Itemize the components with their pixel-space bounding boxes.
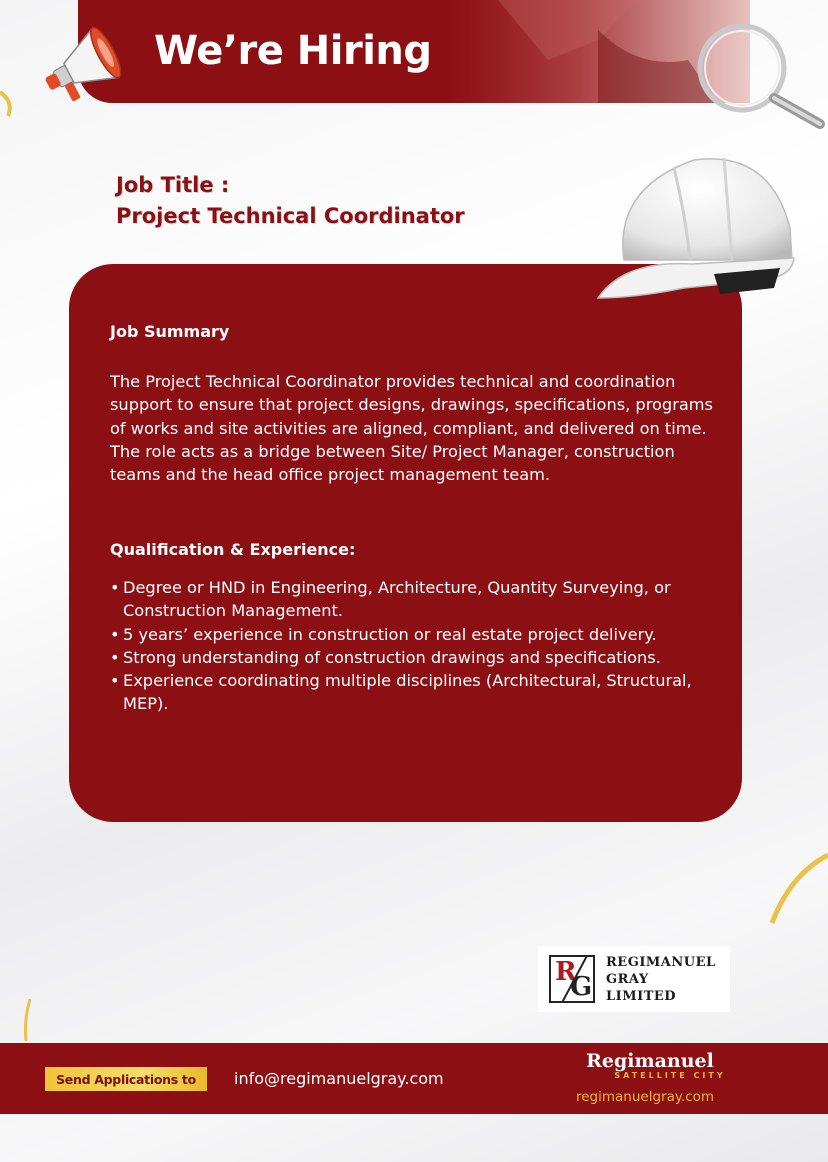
brand-subtitle: SATELLITE CITY bbox=[614, 1071, 726, 1080]
website-link[interactable]: regimanuelgray.com bbox=[576, 1089, 715, 1105]
qualification-item: • 5 years’ experience in construction or real estate project delivery. bbox=[110, 623, 720, 646]
company-logo-mark: R G bbox=[549, 955, 595, 1003]
qualifications-heading: Qualification & Experience: bbox=[110, 540, 356, 559]
page-title: We’re Hiring bbox=[154, 28, 432, 74]
brand-logo bbox=[560, 1051, 740, 1081]
job-title-block bbox=[116, 170, 465, 232]
brand-name: Regimanuel bbox=[586, 1050, 714, 1072]
job-title-label: Job Title : bbox=[116, 173, 230, 197]
hard-hat-icon bbox=[594, 148, 800, 312]
gold-ribbon-right bbox=[760, 845, 828, 935]
qualification-item: • Experience coordinating multiple disciplines (Architectural, Structural, MEP). bbox=[110, 669, 720, 716]
company-logo-text bbox=[606, 954, 716, 1005]
job-details-card bbox=[69, 264, 742, 822]
summary-heading: Job Summary bbox=[110, 322, 230, 341]
email-link[interactable]: info@regimanuelgray.com bbox=[234, 1069, 444, 1088]
company-logo-line: GRAY bbox=[606, 972, 649, 987]
magnifier-icon bbox=[694, 20, 828, 132]
qualification-item: • Degree or HND in Engineering, Architecture, Quantity Surveying, or Construction Management. bbox=[110, 576, 720, 623]
gold-ribbon-bottom bbox=[14, 995, 44, 1045]
company-logo bbox=[538, 946, 730, 1012]
qualification-item: • Strong understanding of construction drawings and specifications. bbox=[110, 646, 720, 669]
job-title-value: Project Technical Coordinator bbox=[116, 204, 465, 228]
company-logo-line: LIMITED bbox=[606, 989, 677, 1004]
company-logo-line: REGIMANUEL bbox=[606, 955, 716, 970]
summary-text: The Project Technical Coordinator provides technical and coordination support to ensure that project designs, drawings, specifications, programs of works and site activities are aligned, compliant, and delivered on time. The role acts as a bridge between Site/ Project Manager, construction teams and the head office project management team. bbox=[110, 372, 713, 485]
megaphone-icon bbox=[30, 22, 130, 106]
gold-ribbon-left bbox=[0, 80, 30, 200]
qualifications-list bbox=[110, 576, 720, 716]
footer-bar bbox=[0, 1043, 828, 1114]
send-applications-button[interactable]: Send Applications to bbox=[45, 1067, 207, 1091]
